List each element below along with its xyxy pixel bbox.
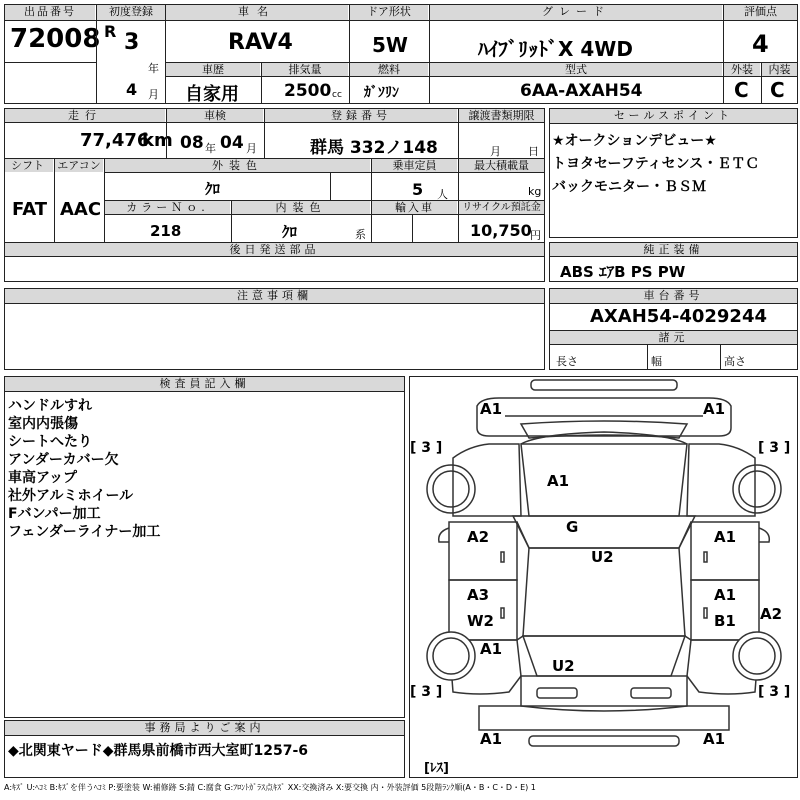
color-no-label: カラーＮｏ. — [105, 201, 230, 214]
grade-label: グレード — [430, 5, 722, 20]
mark-bonnet: A1 — [547, 472, 570, 490]
ext-color-label: 外装色 — [105, 159, 370, 172]
notes-label: 注意事項欄 — [5, 289, 544, 303]
first-reg-month: 4 — [126, 80, 138, 99]
car-name: RAV4 — [228, 30, 293, 55]
mileage-unit: km — [142, 130, 173, 151]
first-reg-era: R — [104, 22, 117, 41]
registration-label: 登録番号 — [265, 109, 457, 122]
dims-width: 幅 — [651, 355, 662, 368]
history-label: 車歴 — [166, 63, 260, 76]
displacement: 2500 — [284, 81, 332, 101]
mark-rr-door-b: B1 — [714, 612, 736, 630]
first-reg-year: 3 — [124, 30, 140, 55]
capacity-unit: 人 — [437, 188, 448, 201]
import-label: 輸入車 — [372, 201, 457, 214]
int-color-label: 内装色 — [232, 201, 370, 214]
inspector-line-7: Fバンパー加工 — [8, 506, 101, 522]
mark-tyre-fr: [ 3 ] — [758, 440, 791, 456]
recycle-label: リサイクル預託金 — [459, 201, 544, 214]
sales-points-label: セールスポイント — [550, 109, 797, 123]
sales-point-1: ★オークションデビュー★ — [552, 133, 717, 149]
first-reg-month-unit: 月 — [148, 88, 159, 101]
registration: 群馬 332ノ148 — [310, 138, 438, 158]
mark-tyre-rr: [ 3 ] — [758, 684, 791, 700]
door-type: 5W — [372, 33, 408, 57]
mark-roof: U2 — [591, 548, 614, 566]
capacity: 5 — [412, 180, 424, 199]
inspector-line-8: フェンダーライナー加工 — [8, 524, 161, 540]
ext-score-label: 外装 — [724, 63, 760, 76]
max-load-label: 最大積載量 — [459, 159, 544, 172]
recycle-unit: 円 — [530, 229, 541, 242]
later-parts-label: 後日発送部品 — [5, 243, 544, 256]
color-no: 218 — [150, 222, 182, 240]
mileage-label: 走行 — [5, 109, 165, 122]
first-reg-label: 初度登録 — [97, 5, 165, 20]
mark-spare-tyre: [ﾚｽ] — [424, 761, 449, 776]
aircon-label: エアコン — [55, 159, 103, 172]
ext-color: ｸﾛ — [205, 180, 221, 198]
inspection-year-unit: 年 — [205, 142, 216, 155]
mark-rl-door-a: A3 — [467, 586, 490, 604]
shift-label: シフト — [5, 159, 53, 172]
inspector-line-5: 車高アップ — [8, 470, 78, 486]
shift: FAT — [12, 199, 48, 220]
transfer-day-unit: 日 — [528, 145, 539, 158]
model: 6AA-AXAH54 — [520, 81, 643, 101]
inspector-label: 検査員記入欄 — [5, 377, 404, 391]
mark-rl-door-w: W2 — [467, 612, 494, 630]
history: 自家用 — [185, 84, 239, 105]
mark-front-left: A1 — [480, 400, 503, 418]
car-diagram — [409, 376, 798, 778]
displacement-unit: cc — [332, 90, 342, 100]
grade: ﾊｲﾌﾞﾘｯﾄﾞX 4WD — [478, 37, 633, 61]
fuel: ｶﾞｿﾘﾝ — [364, 85, 399, 101]
legend: A:ｷｽﾞ U:ﾍｺﾐ B:ｷｽﾞを伴うﾍｺﾐ P:要塗装 W:補修跡 S:錆 C:腐食 G:ﾌﾛﾝﾄｶﾞﾗｽ点ｷｽﾞ XX:交換済み X:要交換 内・外装評価 5段階ﾗﾝｸ順(A・B・C・D・E) 1 — [4, 783, 536, 792]
sales-point-2: トヨタセーフティセンス・ＥＴＣ — [552, 156, 760, 172]
aircon: AAC — [60, 199, 102, 220]
transfer-label: 譲渡書類期限 — [459, 109, 544, 122]
mark-rr-door-a: A1 — [714, 586, 737, 604]
dims-label: 諸元 — [550, 331, 797, 344]
dims-height: 高さ — [724, 355, 746, 368]
mark-rear-right: A1 — [703, 730, 726, 748]
recycle: 10,750 — [470, 221, 532, 240]
int-score: C — [770, 78, 785, 102]
dims-length: 長さ — [556, 355, 578, 368]
car-name-label: 車名 — [166, 5, 348, 20]
inspection-year: 08 — [180, 133, 204, 153]
door-label: ドア形状 — [350, 5, 428, 20]
mark-tyre-fl: [ 3 ] — [410, 440, 443, 456]
lot-number: 72008 — [10, 24, 101, 54]
office-label: 事務局よりご案内 — [5, 721, 404, 735]
transfer-month-unit: 月 — [490, 145, 501, 158]
mark-trunk: U2 — [552, 657, 575, 675]
fuel-label: 燃料 — [350, 63, 428, 76]
mark-left-quarter: A1 — [480, 640, 503, 658]
mark-fr-door: A1 — [714, 528, 737, 546]
mark-tyre-rl: [ 3 ] — [410, 684, 443, 700]
inspector-line-4: アンダーカバー欠 — [8, 452, 119, 468]
int-score-label: 内装 — [762, 63, 797, 76]
inspector-line-2: 室内内張傷 — [8, 416, 78, 432]
displacement-label: 排気量 — [262, 63, 348, 76]
int-color: ｸﾛ — [282, 223, 298, 241]
score-label: 評価点 — [724, 5, 797, 20]
inspection-month-unit: 月 — [246, 142, 257, 155]
mark-front-right: A1 — [703, 400, 726, 418]
equipment: ABS ｴｱB PS PW — [560, 263, 686, 281]
capacity-label: 乗車定員 — [372, 159, 457, 172]
chassis-label: 車台番号 — [550, 289, 797, 303]
inspector-line-3: シートへたり — [8, 434, 92, 450]
lot-label: 出品番号 — [5, 5, 95, 20]
chassis-number: AXAH54-4029244 — [590, 306, 767, 327]
mark-roof-g: G — [566, 518, 579, 536]
inspector-line-1: ハンドルすれ — [8, 398, 92, 414]
ext-score: C — [734, 78, 749, 102]
int-color-unit: 系 — [355, 228, 366, 241]
mileage: 77,476 — [80, 130, 150, 151]
office-address: ◆北関東ヤード◆群馬県前橋市西大室町1257-6 — [8, 743, 309, 759]
score: 4 — [752, 30, 769, 58]
mark-right-quarter: A2 — [760, 605, 783, 623]
first-reg-year-unit: 年 — [148, 62, 159, 75]
inspection-label: 車検 — [167, 109, 263, 122]
inspector-line-6: 社外アルミホイール — [8, 488, 134, 504]
sales-points-box — [549, 108, 798, 238]
mark-fl-door: A2 — [467, 528, 490, 546]
equipment-label: 純正装備 — [550, 243, 797, 256]
mark-rear-left: A1 — [480, 730, 503, 748]
inspection-month: 04 — [220, 133, 244, 153]
model-label: 型式 — [430, 63, 722, 76]
max-load-unit: kg — [528, 185, 542, 198]
sales-point-3: バックモニター・ＢＳＭ — [552, 179, 706, 195]
